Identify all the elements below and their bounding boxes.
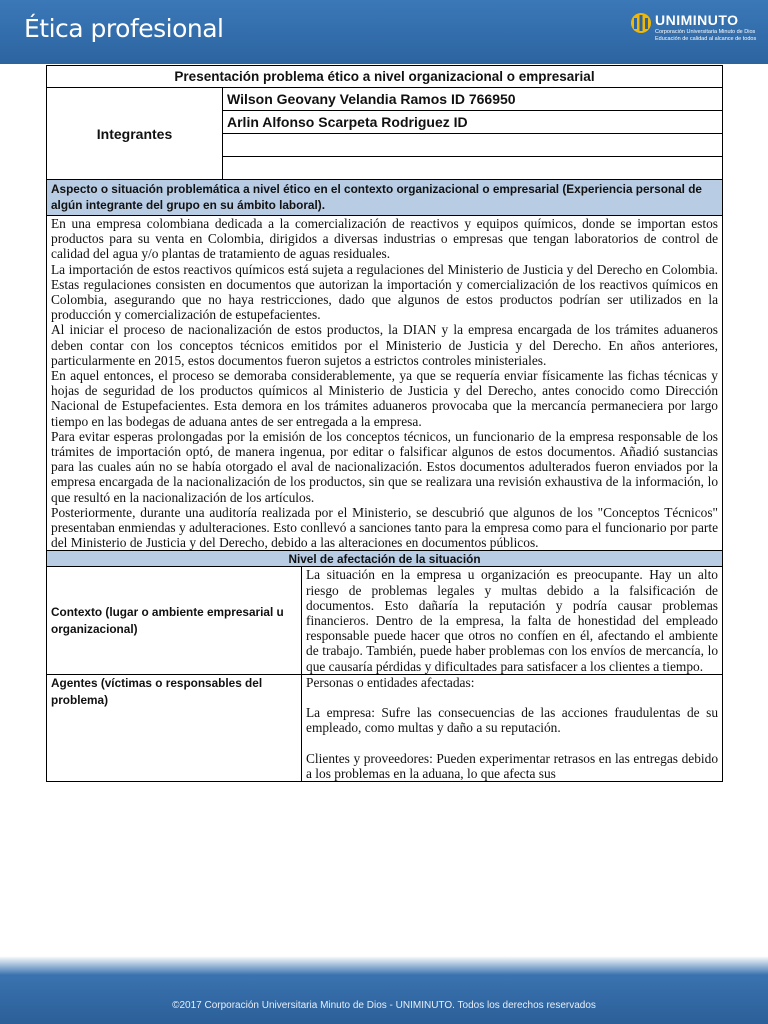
aspect-paragraph: Posteriormente, durante una auditoría realizada por el Ministerio, se descubrió que algunos de los "Conceptos Técnicos" presentaban enmiendas y adulteraciones. Esto conllevó a sanciones tanto para la empresa como para el funcionario por parte del Ministerio de Justicia y del Derecho, debido a las alteraciones en documentos públicos. [51, 504, 719, 551]
member-name-2: Arlin Alfonso Scarpeta Rodriguez ID [223, 111, 723, 134]
aspect-paragraph: En una empresa colombiana dedicada a la comercialización de reactivos y equipos químicos, donde se importan estos productos para su venta en Colombia, dirigidos a diversas industrias o empresas que tengan laboratorios de control de calidad del agua y/o plantas de tratamiento de aguas residuales. [51, 216, 719, 262]
context-label: Contexto (lugar o ambiente empresarial u organizacional) [47, 567, 302, 674]
member-name-1: Wilson Geovany Velandia Ramos ID 766950 [223, 88, 723, 111]
aspect-description [47, 216, 723, 551]
member-name-4 [223, 157, 723, 180]
page-footer [0, 956, 768, 1024]
logo-mark-icon [628, 10, 654, 36]
logo-name: UNIMINUTO [655, 12, 739, 28]
agents-label: Agentes (víctimas o responsables del problema) [47, 674, 302, 781]
logo-tagline-1: Corporación Universitaria Minuto de Dios [655, 29, 756, 35]
agents-paragraph: Clientes y proveedores: Pueden experimentar retrasos en las entregas debido a los problemas en la aduana, lo que afecta sus [306, 750, 719, 782]
footer-copyright: ©2017 Corporación Universitaria Minuto de Dios - UNIMINUTO. Todos los derechos reservados [172, 1000, 596, 1011]
aspect-paragraph: Para evitar esperas prolongadas por la emisión de los conceptos técnicos, un funcionario de la empresa responsable de los trámites de importación optó, de manera ingenua, por editar o falsificar algunos de estos documentos. Añadió sustancias para las cuales aún no se había otorgado el aval de nacionalización. Estos documentos adulterados fueron enviados por la empresa encargada de la nacionalización de los productos, sin que se realizara una revisión exhaustiva de la información, lo que resultó en la nacionalización de los artículos. [51, 428, 719, 505]
aspect-header: Aspecto o situación problemática a nivel ético en el contexto organizacional o empresarial (Experiencia personal de algún integrante del grupo en su ámbito laboral). [47, 180, 723, 216]
aspect-paragraph: La importación de estos reactivos químicos está sujeta a regulaciones del Ministerio de Justicia y del Derecho en Colombia. Estas regulaciones consisten en documentos que autorizan la importación y comercialización de los reactivos químicos en Colombia, asegurando que no haya restricciones, dado que algunos de estos productos podrían ser utilizados en la producción y comercialización de estupefacientes. [51, 261, 719, 323]
aspect-header-row [47, 180, 723, 216]
form-title: Presentación problema ético a nivel organizacional o empresarial [47, 66, 723, 88]
aspect-paragraph: En aquel entonces, el proceso se demoraba considerablemente, ya que se requería enviar físicamente las fichas técnicas y hojas de seguridad de los productos químicos al Ministerio de Justicia y del Derecho, antes conocido como Dirección Nacional de Estupefacientes. Esta demora en los trámites aduaneros provocaba que la mercancía permaneciera por largo tiempo en las bodegas de aduana antes de ser entregada a la empresa. [51, 368, 719, 429]
agents-description [302, 674, 723, 781]
agents-intro: Personas o entidades afectadas: [306, 674, 475, 690]
page-title: Ética profesional [24, 14, 224, 43]
aspect-paragraph: Al iniciar el proceso de nacionalización de estos productos, la DIAN y la empresa encargada de los trámites aduaneros deben contar con los conceptos técnicos emitidos por el Ministerio de Justicia y del Derecho. En años anteriores, particularmente en 2015, estos documentos fueron sujetos a estrictos controles ministeriales. [51, 322, 719, 368]
agents-paragraph: La empresa: Sufre las consecuencias de las acciones fraudulentas de su empleado, como multas y daño a su reputación. [306, 705, 719, 736]
integrantes-label: Integrantes [47, 88, 223, 180]
level-header: Nivel de afectación de la situación [47, 551, 723, 567]
uniminuto-logo [628, 10, 758, 50]
member-name-3 [223, 134, 723, 157]
form-title-row [47, 66, 723, 88]
level-header-row [47, 551, 723, 567]
ethics-form-table [46, 65, 723, 782]
logo-tagline-2: Educación de calidad al alcance de todos [655, 36, 757, 42]
page-header [0, 0, 768, 64]
context-text: La situación en la empresa u organización es preocupante. Hay un alto riesgo de problemas legales y multas debido a la falsificación de documentos. Esto dañaría la reputación y podría causar problemas financieros. Dentro de la empresa, la falta de honestidad del empleado responsable puede hacer que otros no confíen en él, afectando el ambiente de trabajo. También, puede haber problemas con los envíos de mercancía, lo que causaría pérdidas y dificultades para satisfacer a los clientes a tiempo. [302, 567, 723, 674]
